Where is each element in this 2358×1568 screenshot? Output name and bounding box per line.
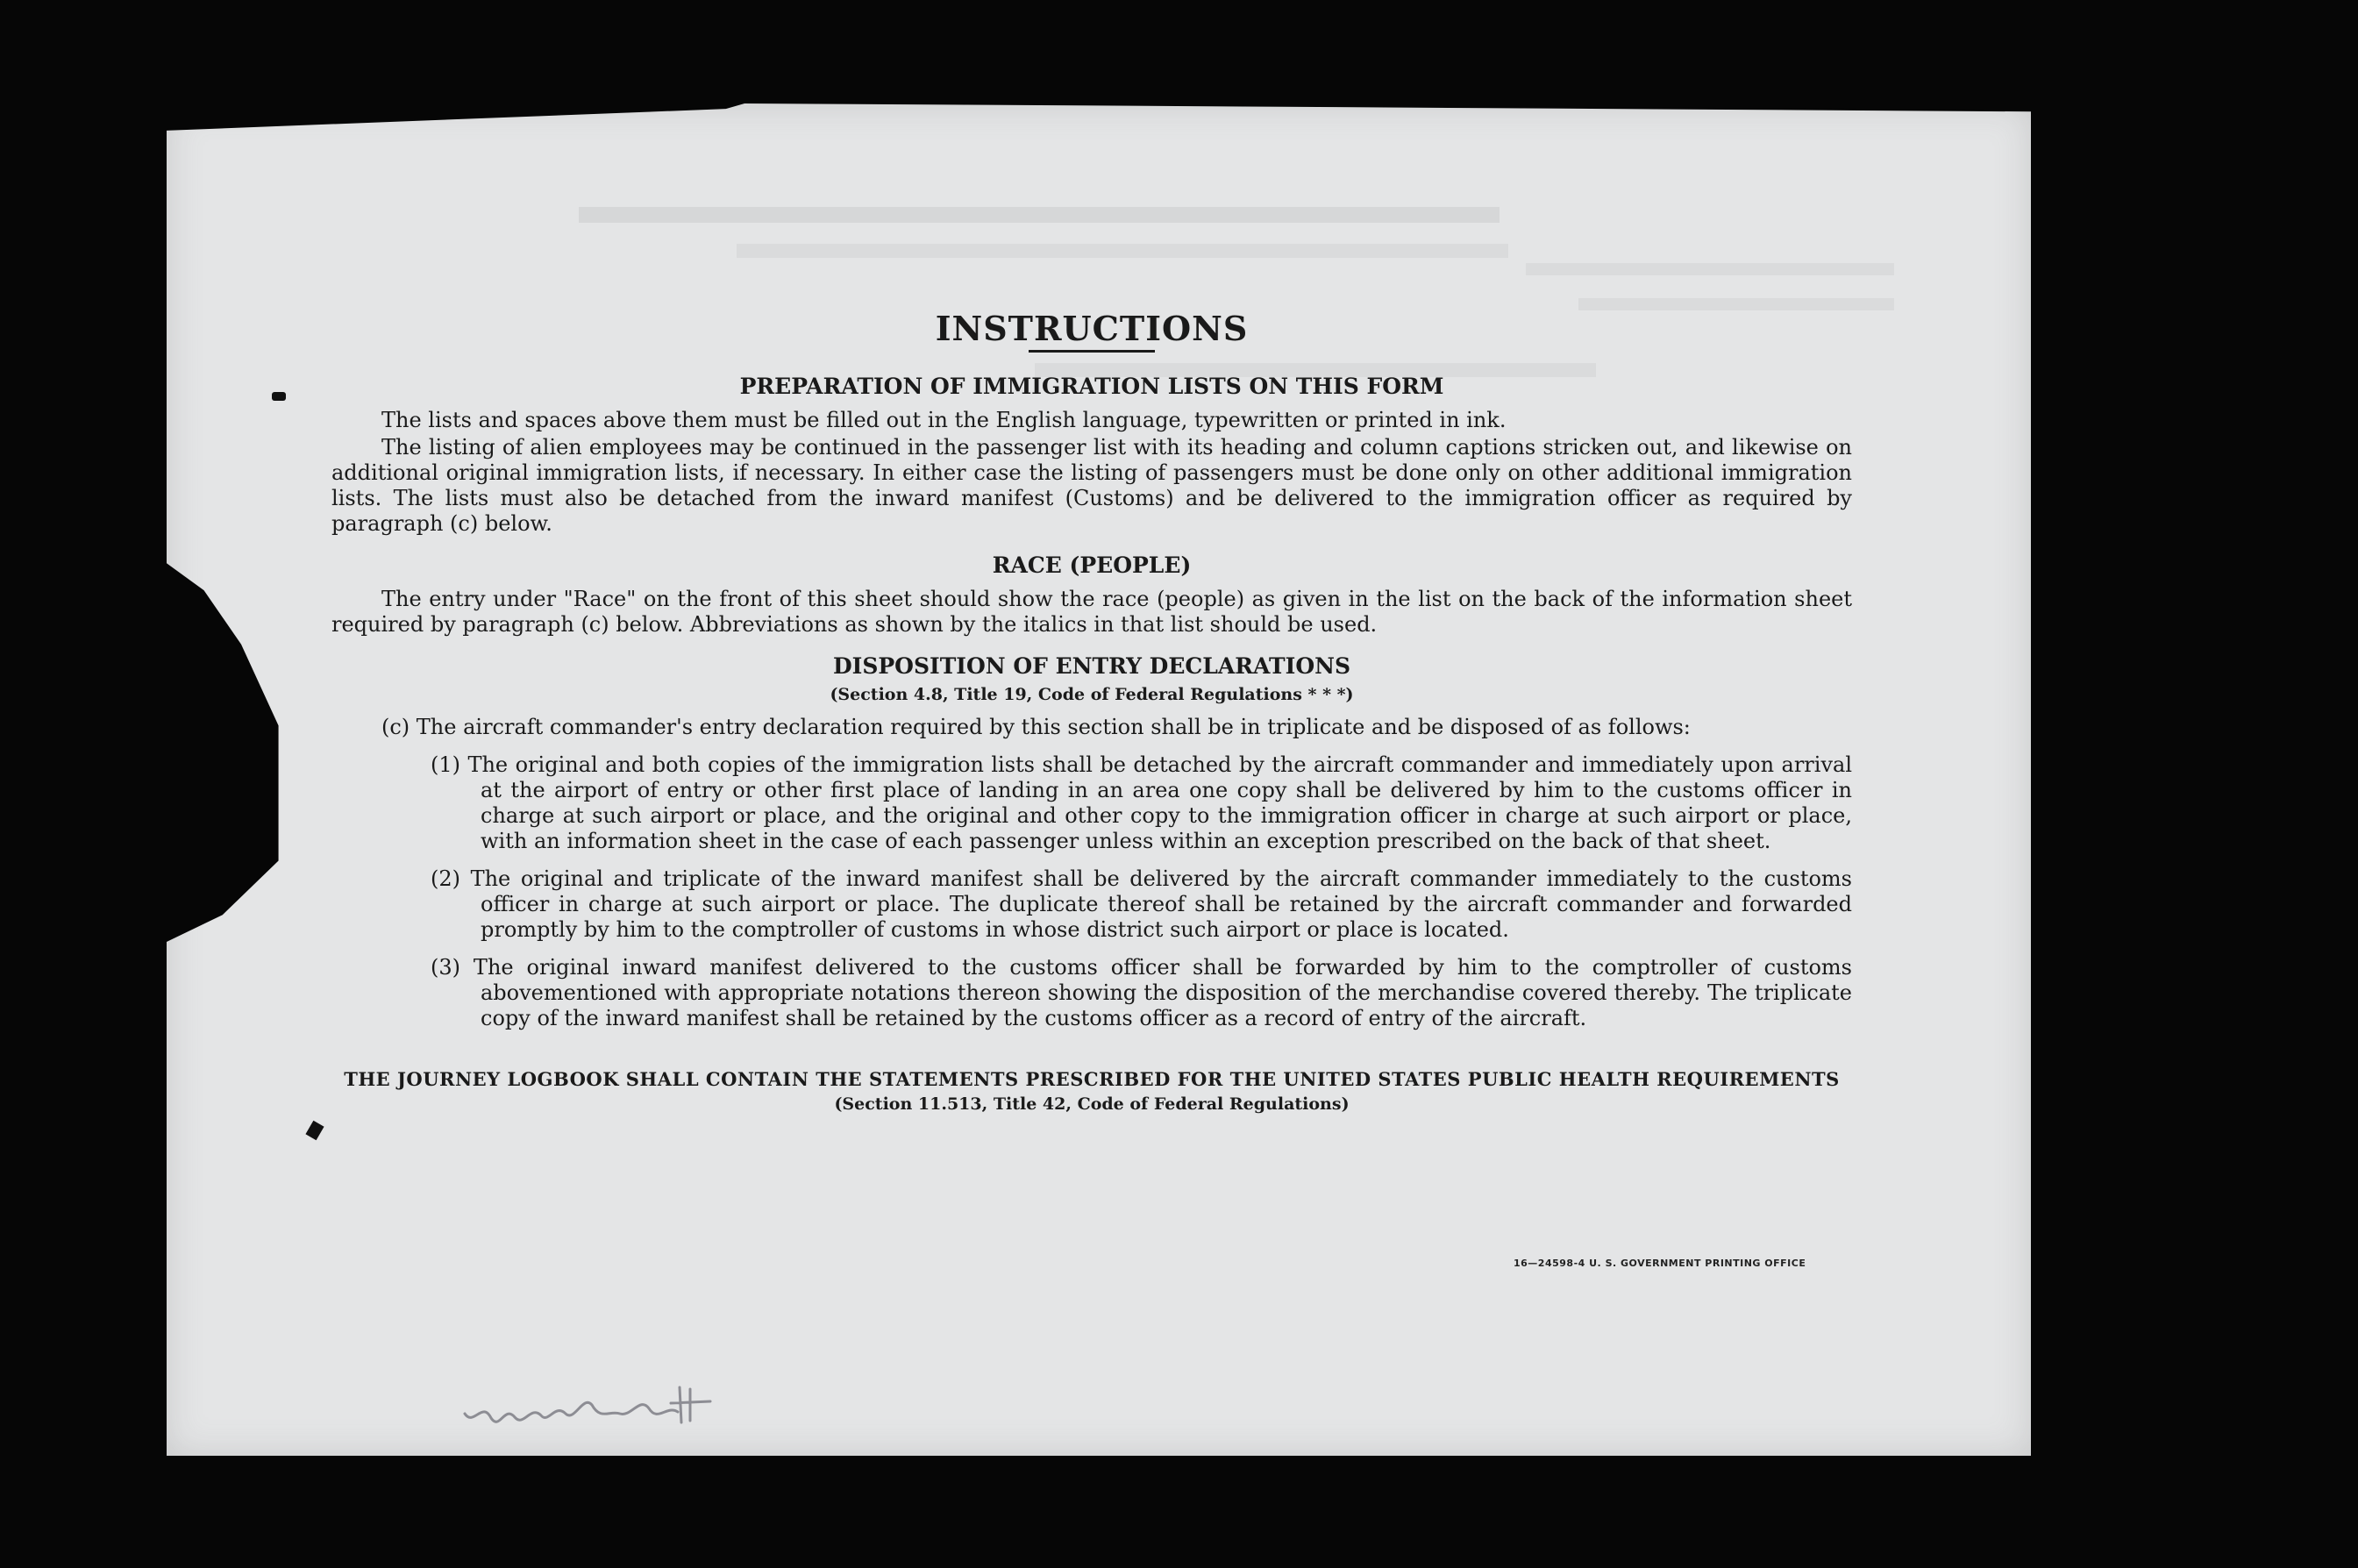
list-item: (3) The original inward manifest delivered to the customs officer shall be forwarded by him to the comptroller of customs abovementioned with appropriate notations thereon showing the disposition of the merchandise covered thereby. The triplicate copy of the inward manifest shall be retained by the customs officer as a record of entry of the aircraft. — [431, 955, 1852, 1030]
printer-imprint: 16—24598-4 U. S. GOVERNMENT PRINTING OFFICE — [1514, 1258, 1806, 1269]
section-citation: (Section 4.8, Title 19, Code of Federal Regulations * * *) — [830, 685, 1354, 704]
section-heading-preparation: PREPARATION OF IMMIGRATION LISTS ON THIS FORM — [739, 374, 1444, 399]
handwritten-signature — [460, 1379, 723, 1440]
bleed-through-text — [1526, 263, 1894, 275]
paragraph: The lists and spaces above them must be filled out in the English language, typewritten or printed in ink. — [381, 408, 1507, 432]
bleed-through-text — [737, 244, 1508, 258]
instructions-body — [331, 309, 1852, 1117]
page-title: INSTRUCTIONS — [935, 309, 1249, 348]
title-underline — [1029, 350, 1155, 353]
paragraph-c: (c) The aircraft commander's entry declaration required by this section shall be in triplicate and be disposed of as follows: — [381, 715, 1691, 739]
bleed-through-text — [1578, 298, 1894, 310]
list-item: (2) The original and triplicate of the inward manifest shall be delivered by the aircraft commander immediately to the customs officer in charge at such airport or place. The duplicate thereof shall be retained by the aircraft commander and forwarded promptly by him to the comptroller of customs in whose district such airport or place is located. — [431, 866, 1852, 942]
section-heading-disposition: DISPOSITION OF ENTRY DECLARATIONS — [832, 653, 1351, 679]
list-item: (1) The original and both copies of the immigration lists shall be detached by the aircraft commander and immediately upon arrival at the airport of entry or other first place of landing in an area one copy shall be delivered by him to the customs officer in charge at such airport or place, and the original and other copy to the immigration officer in charge at such airport or place, with an information sheet in the case of each passenger unless within an exception prescribed on the back of that sheet. — [431, 752, 1852, 853]
paragraph: The listing of alien employees may be continued in the passenger list with its heading and column captions stricken out, and likewise on additional original immigration lists, if necessary. In either case the listing of passengers must be done only on other additional immigration lists. The lists must also be detached from the inward manifest (Customs) and be delivered to the immigration officer as required by paragraph (c) below. — [331, 435, 1852, 536]
footer-statement: THE JOURNEY LOGBOOK SHALL CONTAIN THE STATEMENTS PRESCRIBED FOR THE UNITED STATES PUBLIC HEALTH REQUIREMENTS — [344, 1068, 1840, 1090]
footer-citation: (Section 11.513, Title 42, Code of Federal Regulations) — [834, 1094, 1350, 1114]
paragraph: The entry under "Race" on the front of this sheet should show the race (people) as given in the list on the back of the information sheet required by paragraph (c) below. Abbreviations as shown by the italics in that list should be used. — [331, 587, 1852, 637]
section-heading-race: RACE (PEOPLE) — [992, 552, 1192, 578]
bleed-through-text — [579, 207, 1500, 223]
punch-mark — [272, 392, 286, 401]
